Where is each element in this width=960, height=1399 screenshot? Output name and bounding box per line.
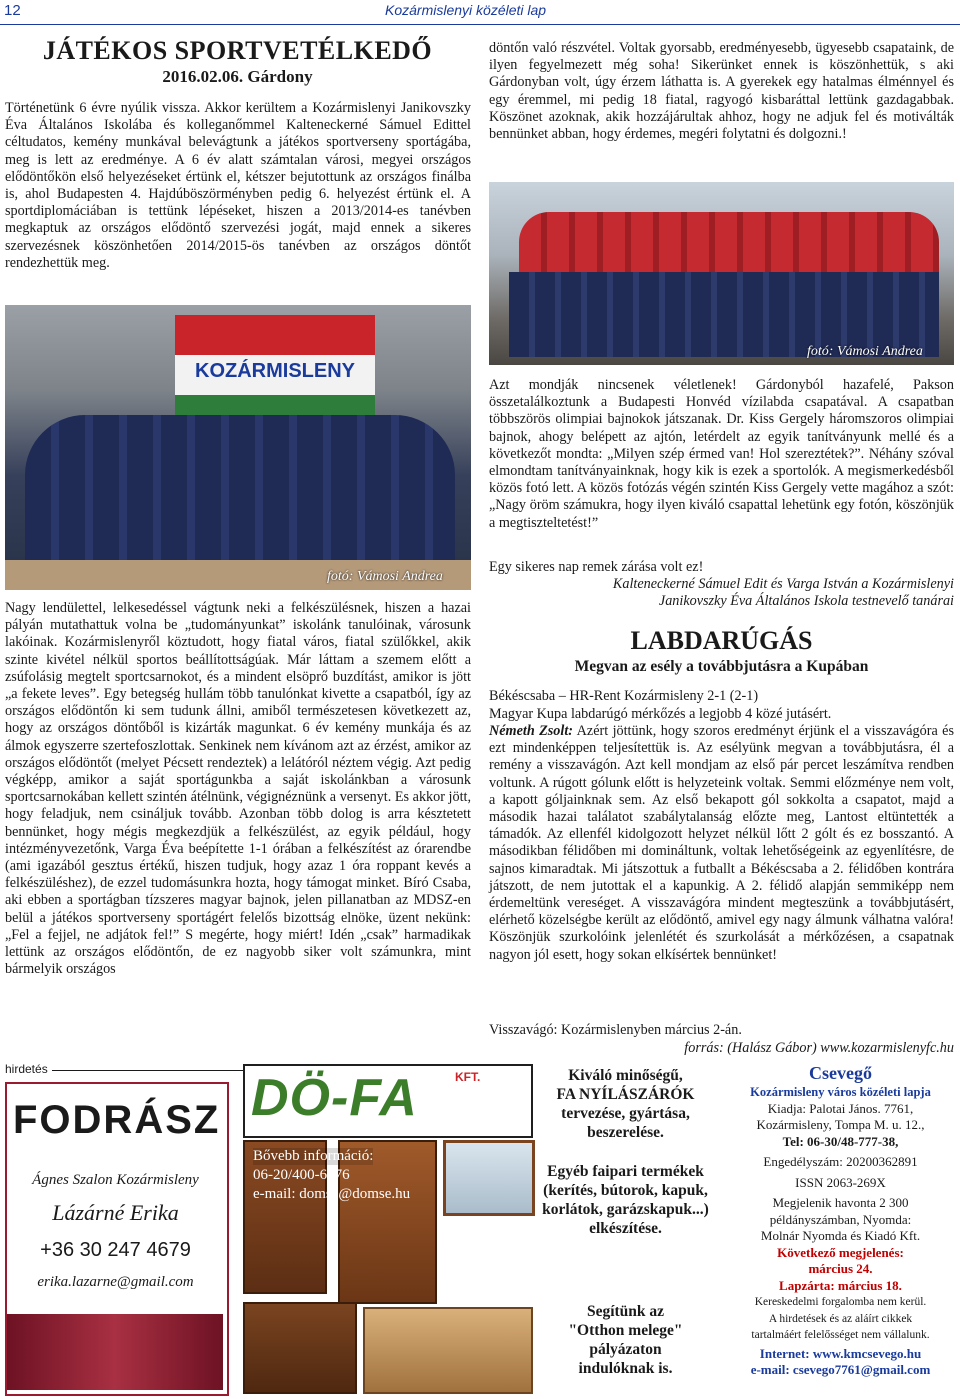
imprint-permit: Engedélyszám: 20200362891	[763, 1154, 918, 1169]
imprint-next-label: Következő megjelenés:	[777, 1244, 904, 1260]
imprint-email[interactable]: e-mail: csevego7761@gmail.com	[750, 1362, 931, 1377]
dofa-logo-tag: KFT.	[455, 1070, 481, 1084]
dofa-info-title: Bővebb információ:	[253, 1148, 374, 1164]
dofa-other-3: elkészítése.	[589, 1220, 662, 1237]
article-paragraph-4: Azt mondják nincsenek véletlenek! Gárdonyból hazafelé, Pakson összetalálkoztunk a Budapesti Honvéd vízilabda csapatával. A csapatban többszörös olimpiai bajnokok játszanak. Dr. Kiss Gergely háromszoros olimpiai bajnok, ahogy belépett az ajtón, letérdelt az egyik tanítványunk mellé és a következőt mondta: „Milyen szép érmed van! Hol szereztétek?”. Néhány szóval elmondtam tanítványainknak, hogy kik is ezek a sportolók. A megismerkedésből közös fotó lett. A közös fotózás végén szintén Kiss Gergely vette magához a szót: „Nagy öröm számukra, hogy ilyen kiváló csapattal lehetünk egy fotón, köszönjük a megtiszteltetést!”	[489, 377, 954, 531]
dofa-help-1: Segítünk az	[586, 1303, 665, 1320]
article-paragraph-1: Történetünk 6 évre nyúlik vissza. Akkor kerültem a Kozármislenyi Janikovszky Éva Általános Iskolába és kolleganőmmel Kalteneckerné Sámuel Edittel céltudatos, kemény munkával belevágtunk a játékos sportverseny sportágába, meg is lett az eredménye. A 6 év alatt számtalan városi, megyei országos elődöntőkön első helyezéseket értünk el, kétszer bejutottunk az országos finálba is, ahol Budapesten 4. Hajdúböszörményben pedig 6. helyezést értünk el. A sportdiplomáciában is tettünk lépéseket, hiszen a 2013/2014-es tanévben megkaptuk az országos elődöntő szervezési jogát, majd ennek a sikeres szervezésnek köszönhetően 2014/2015-ös tanévben az országos döntőt rendezhettük meg.	[5, 100, 471, 271]
team-photo-flag	[5, 305, 471, 590]
fodrasz-ad	[5, 1082, 229, 1396]
author-line-1: Kalteneckerné Sámuel Edit és Varga István a Kozármislenyi	[612, 576, 954, 592]
door-bottom-left	[243, 1302, 357, 1394]
article-title: JÁTÉKOS SPORTVETÉLKEDŐ	[42, 36, 433, 65]
ad-label: hirdetés	[5, 1062, 52, 1076]
flag-red-stripe	[175, 315, 375, 355]
photo-credit-2: fotó: Vámosi Andrea	[807, 344, 923, 359]
fodrasz-title: FODRÁSZ	[13, 1098, 221, 1142]
article-paragraph-5: Egy sikeres nap remek zárása volt ez!	[489, 559, 704, 575]
imprint-issn: ISSN 2063-269X	[795, 1174, 886, 1190]
dofa-logo-box	[243, 1064, 533, 1138]
dofa-other	[533, 1162, 718, 1238]
dofa-help-4: indulóknak is.	[578, 1360, 673, 1377]
photo-credit-1: fotó: Vámosi Andrea	[327, 569, 443, 584]
article-paragraph-3: döntőn való részvétel. Voltak gyorsabb, eredményesebb, ügyesebb csapataink, de ilyen fegyelmezett még soha! Sikerünket ennek is köszönhettük, s aki Gárdonyban volt, úgy érzem láthatta is. A gyerekek egy hatalmas élménnyel és egy éremmel, mi pedig 18 fiatal, ragyogó kisbaráttal lettünk gazdagabbak. Köszönet azoknak, akik hozzájárultak ahhoz, hogy ne adjuk fel és motiválták bennünket abban, hogy érdemes, megéri folytatni és dolgozni.!	[489, 40, 954, 143]
dofa-phone: 06-20/400-6976	[253, 1167, 350, 1183]
dofa-logo: DÖ-FA	[251, 1069, 418, 1127]
imprint-disclaimer-2: tartalmáért felelősséget nem vállalunk.	[751, 1329, 930, 1341]
match-result: Békéscsaba – HR-Rent Kozármisleny 2-1 (2-1)	[489, 688, 759, 704]
imprint-internet[interactable]: Internet: www.kmcsevego.hu	[759, 1345, 922, 1361]
fodrasz-bottom-band	[7, 1314, 223, 1390]
imprint-title: Csevegő	[809, 1063, 872, 1083]
dofa-help-2: "Otthon melege"	[568, 1322, 683, 1339]
dofa-headline-2: FA NYÍLÁSZÁRÓK	[556, 1086, 695, 1103]
team-photo-paks	[489, 182, 954, 365]
football-subtitle: Megvan az esély a továbbjutásra a Kupában	[574, 658, 869, 675]
team-group	[25, 415, 455, 565]
page-header	[0, 0, 960, 25]
rematch-info: Visszavágó: Kozármislenyben március 2-án.	[489, 1022, 742, 1038]
dofa-other-2: (kerítés, bútorok, kapuk, korlátok, garázskapuk...)	[542, 1182, 709, 1218]
dofa-ad	[243, 1062, 720, 1394]
dofa-email: e-mail: domse@domse.hu	[253, 1186, 411, 1202]
imprint-box	[733, 1062, 948, 1392]
football-title: LABDARÚGÁS	[630, 626, 813, 655]
imprint-tel: Tel: 06-30/48-777-38,	[782, 1133, 899, 1149]
dofa-headline	[533, 1066, 718, 1142]
football-body	[489, 723, 954, 964]
fodrasz-email: erika.lazarne@gmail.com	[37, 1274, 194, 1290]
imprint-next-date: március 24.	[808, 1261, 873, 1276]
flag-banner-text: KOZÁRMISLENY	[195, 360, 355, 382]
imprint-address: Kozármisleny, Tompa M. u. 12.,	[756, 1117, 925, 1132]
article-subtitle: 2016.02.06. Gárdony	[162, 67, 313, 86]
imprint-subtitle: Kozármisleny város közéleti lapja	[750, 1085, 931, 1099]
dofa-headline-3: tervezése, gyártása, beszerelése.	[561, 1105, 690, 1141]
fodrasz-phone: +36 30 247 4679	[40, 1239, 191, 1261]
imprint-freq-2: példányszámban, Nyomda:	[769, 1211, 912, 1227]
dofa-headline-1: Kiváló minőségű,	[568, 1067, 683, 1084]
door-bottom-right	[363, 1307, 533, 1394]
speaker-name: Németh Zsolt:	[489, 723, 574, 739]
author-line-2: Janikovszky Éva Általános Iskola testnevelő tanárai	[658, 593, 954, 609]
dofa-other-1: Egyéb faipari termékek	[547, 1163, 704, 1180]
fodrasz-name: Lázárné Erika	[52, 1200, 179, 1225]
article-paragraph-2: Nagy lendülettel, lelkesedéssel vágtunk neki a felkészülésnek, hiszen a hazai pályán mutathattuk volna be „tudományunkat” iskolánk tanulóinak, városunk lakóinak. Kozármislenyről köztudott, hogy fiatal város, fiatal szülőkkel, akik szinte kivétel nélkül sportos beállítottságúak. Már láttam a szemem előtt a zsúfolásig megtelt sportcsarnokot, és a mindent elsöprő buzdítást, amikor is jött „a fekete leves”. Egy betegség hullám több tanulónkat kivette a csapatból, így az országos elődöntőn ki sem tudunk állni, amiből természetesen következett az, hogy az országos döntőből is kizárták magunkat. 6 év kemény munkája és az álmok egyszerre szertefoszlottak. Senkinek nem kívánom azt az érzést, amikor az országos elődöntőt (melyet Pécsett rendeztek) a lelátóról néztem végig. Azt pedig végképp, amikor a saját sportágunkba a saját iskolánkban a városunk sportcsarnokában kellett szintén átélnünk, végignéznünk a versenyt. Es akkor jött, hogy feladjuk, nem csináljuk tovább. Azonban több dolog is arra késztetett bennünket, hogy mégis megkezdjük a felkészülést, az egyik például, hogy intézményvezetőnk, Varga Éva beépítette 1-1 órában a felkészítést az órarendbe (ami igazából gesztus értékű, hiszen tudjuk, hogy azaz 1 óra roppant kevés a felkészüléshez), de ezzel tudomásunkra hozta, hogy támogat minket. Bíró Csaba, aki ebben a sportágban tízszeres magyar bajnok, jelen pillanatban az MDSZ-en belül a játékos sportverseny sportágért felelős bizottság elnöke, üzent nekünk: „Fel a fejjel, ne adjátok fel!” S megérte, hogy miért! Idén „csak” harmadikak lettünk az országos elődöntőn, de ez nagyobb siker volt számunkra, mint bármelyik országos	[5, 600, 471, 978]
imprint-distribution: Kereskedelmi forgalomba nem kerül.	[754, 1296, 927, 1308]
dofa-help-3: pályázaton	[589, 1341, 662, 1358]
dofa-help	[533, 1302, 718, 1378]
football-body-text: Azért jöttünk, hogy szoros eredményt érjünk el a visszavágóra és ezt mindenképpen teljesítettük is. Az esélyünk megvan a továbbjutásra, él a remény a visszavágón. Azt kell mondjam az első pár percet leszámítva rendben voltunk. A rúgott gólunk előtt is helyzeteink voltak. Semmi előzménye nem volt, a kapott góljainknak sem. Az első bekapott gól sokkolta a csapatot, majd a második hazai találatot szabálytalanság előzte meg, Lantost eltüntették a támadók. Az ellenfél kidolgozott helyzet nélkül lőtt 2 gólt és ez bosszantó. A másodikban félidőben mi domináltunk, voltak lehetőségeink az egyenlítésre, de sajnos kimaradtak. Mi játszottuk a futballt a Békéscsaba a 2. félidőben kontrára játszott, de nem jutottak el a kapunkig. A 2. félidő alapján semmiképp nem érdemeltünk vereséget. A visszavágóra mindent megteszünk a továbbjutásért, elérhető közelségbe került az elődöntő, amivel egy nagy álmunk válhatna valóra! Köszönjük szurkolóink jelenlétét és szurkolását a mérkőzésen, a csapatnak nagyon jól esett, hogy sokan elkísértek bennünket!	[489, 723, 954, 963]
page-number: 12	[4, 2, 21, 19]
publication-title: Kozármislenyi közéleti lap	[385, 2, 547, 18]
imprint-disclaimer-1: A hirdetések és az aláírt cikkek	[768, 1312, 913, 1325]
imprint-freq-1: Megjelenik havonta 2 300	[772, 1195, 909, 1210]
imprint-deadline: Lapzárta: március 18.	[779, 1277, 902, 1293]
cup-line: Magyar Kupa labdarúgó mérkőzés a legjobb 4 közé jutásért.	[489, 706, 832, 722]
imprint-publisher: Kiadja: Palotai János. 7761,	[767, 1100, 914, 1116]
imprint-printer: Molnár Nyomda és Kiadó Kft.	[760, 1228, 921, 1243]
football-source: forrás: (Halász Gábor) www.kozarmislenyfc.hu	[684, 1040, 954, 1056]
fodrasz-salon: Ágnes Szalon Kozármisleny	[32, 1172, 199, 1188]
window-frame	[443, 1140, 535, 1216]
